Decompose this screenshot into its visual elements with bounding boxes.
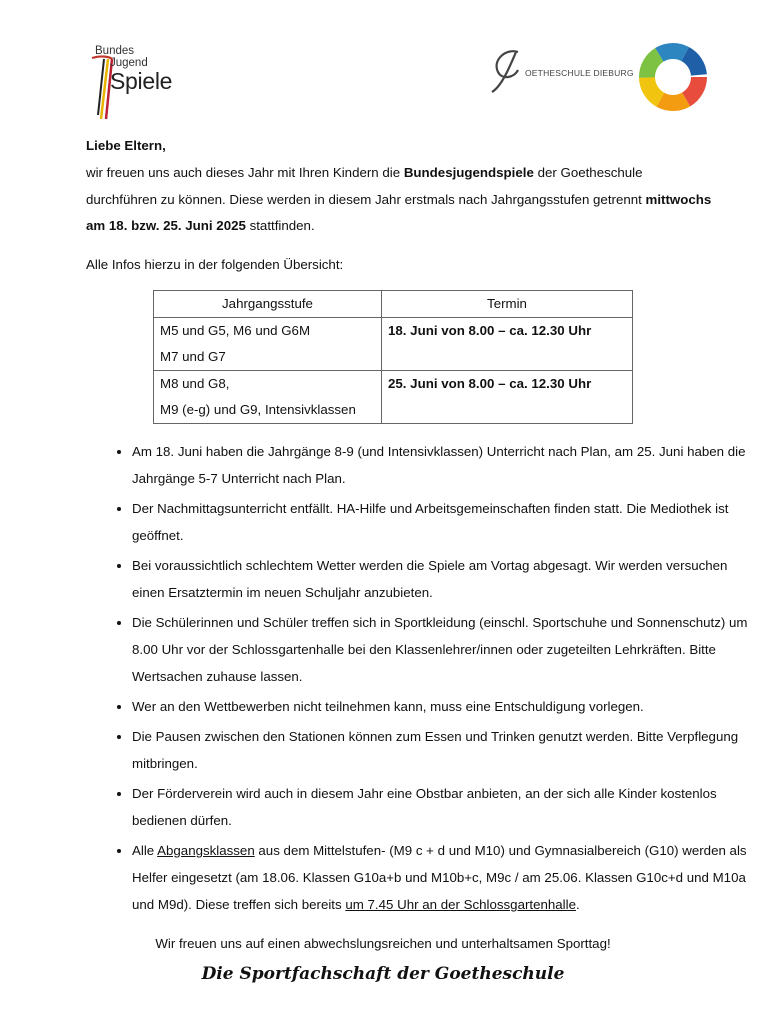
intro-paragraph [86, 160, 716, 240]
helper-text-1: Alle [132, 843, 158, 858]
intro-text-1: wir freuen uns auch dieses Jahr mit Ihren Kindern die [86, 165, 404, 180]
schedule-table [153, 290, 633, 424]
termin-cell: 18. Juni von 8.00 – ca. 12.30 Uhr [382, 318, 633, 371]
intro-bold-1: Bundesjugendspiele [403, 165, 534, 180]
bjs-logo-line1: Bundes [95, 45, 135, 57]
helper-text-2: aus dem Mittelstufen- (M9 c + d und M10) und Gymnasialbereich (G10) werden als Helfer eingesetzt (am 18.06. Klassen G10a+b und M10b+c, M9c / am 25.06. Klassen G10c+d und M10a und M9d). Diese treffen sich bereits [132, 843, 747, 912]
header-termin: Termin [382, 291, 633, 318]
meeting-time-underline: um 7.45 Uhr an der Schlossgartenhalle [345, 897, 576, 912]
stufe-line: M9 (e-g) und G9, Intensivklassen [160, 402, 356, 417]
abgangsklassen-underline: Abgangsklassen [157, 843, 255, 858]
intro-bold-2: mittwochs am 18. bzw. 25. Juni 2025 [86, 191, 712, 233]
bjs-logo-line2: Jugend [110, 57, 148, 69]
closing-line: Wir freuen uns auf einen abwechslungsreichen und unterhaltsamen Sporttag! [155, 936, 611, 951]
intro-text-2: der Goetheschule durchführen zu können. Diese werden in diesem Jahr erstmals nach Jahrgangsstufen getrennt [86, 165, 646, 207]
info-list [92, 438, 762, 921]
termin-cell: 25. Juni von 8.00 – ca. 12.30 Uhr [382, 371, 633, 424]
table-row [154, 371, 633, 424]
overview-intro: Alle Infos hierzu in der folgenden Übersicht: [86, 257, 344, 272]
goethe-g-icon [488, 46, 528, 96]
stufe-cell [154, 371, 382, 424]
stufe-line: M5 und G5, M6 und G6M [160, 323, 311, 338]
goetheschule-logo [488, 40, 712, 114]
list-item-helpers [132, 837, 762, 918]
header-jahrgangsstufe: Jahrgangsstufe [154, 291, 382, 318]
intro-text-3: stattfinden. [245, 218, 315, 233]
list-item: • Bei voraussichtlich schlechtem Wetter werden die Spiele am Vortag abgesagt. Wir werden versuchen einen Ersatztermin im neuen Schuljahr anzubieten. [132, 552, 762, 606]
greeting: Liebe Eltern, [86, 138, 166, 153]
list-item: • Die Schülerinnen und Schüler treffen sich in Sportkleidung (einschl. Sportschuhe und Sonnenschutz) um 8.00 Uhr vor der Schlossgartenhalle bei den Klassenlehrer/innen oder zugeteilten Lehrkräften. Bitte Wertsachen zuhause lassen. [132, 609, 762, 690]
color-wheel-icon [636, 40, 710, 114]
stufe-cell [154, 318, 382, 371]
list-item: • Der Nachmittagsunterricht entfällt. HA-Hilfe und Arbeitsgemeinschaften finden statt. Die Mediothek ist geöffnet. [132, 495, 762, 549]
signature: Die Sportfachschaft der Goetheschule [201, 964, 565, 984]
stufe-line: M8 und G8, [160, 376, 230, 391]
table-header-row [154, 291, 633, 318]
bjs-logo-line3: Spiele [110, 68, 173, 94]
helper-text-3: . [575, 897, 580, 912]
stufe-line: M7 und G7 [160, 349, 226, 364]
school-name: OETHESCHULE DIEBURG [525, 68, 634, 78]
table-row [154, 318, 633, 371]
list-item: • Am 18. Juni haben die Jahrgänge 8-9 (und Intensivklassen) Unterricht nach Plan, am 25. Juni haben die Jahrgänge 5-7 Unterricht nach Plan. [132, 438, 762, 492]
list-item: • Wer an den Wettbewerben nicht teilnehmen kann, muss eine Entschuldigung vorlegen. [132, 693, 762, 720]
list-item: • Die Pausen zwischen den Stationen können zum Essen und Trinken genutzt werden. Bitte Verpflegung mitbringen. [132, 723, 762, 777]
list-item: • Der Förderverein wird auch in diesem Jahr eine Obstbar anbieten, an der sich alle Kinder kostenlos bedienen dürfen. [132, 780, 762, 834]
bundesjugendspiele-logo [88, 45, 188, 123]
